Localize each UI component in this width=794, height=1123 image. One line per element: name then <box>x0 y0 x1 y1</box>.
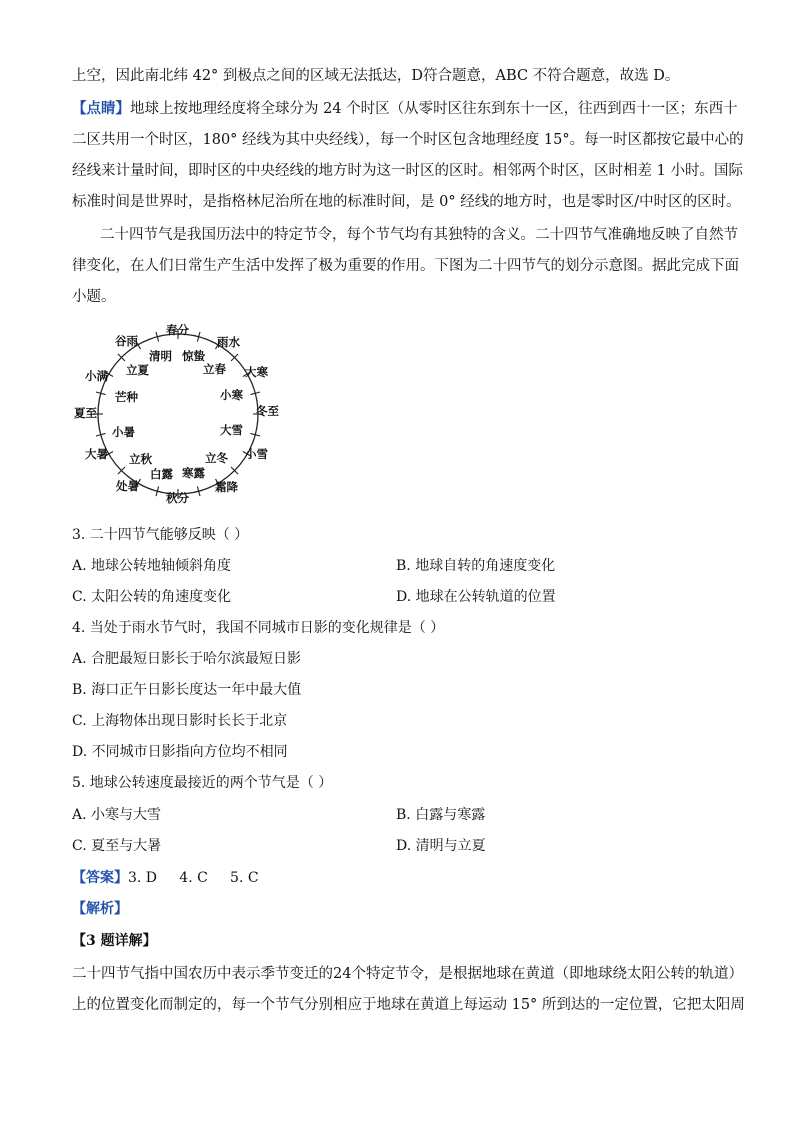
detail-line: 二十四节气指中国农历中表示季节变迁的24个特定节令，是根据地球在黄道（即地球绕太阳公转的轨道） <box>72 966 743 982</box>
question-3-option-b[interactable]: B. 地球自转的角速度变化 <box>396 558 556 574</box>
term-label-outer: 大寒 <box>245 365 268 379</box>
term-label-inner: 小暑 <box>112 425 135 439</box>
question-3-option-d[interactable]: D. 地球在公转轨道的位置 <box>396 589 556 605</box>
question-4-option-d[interactable]: D. 不同城市日影指向方位均不相同 <box>72 744 288 760</box>
term-label-outer: 谷雨 <box>115 334 138 348</box>
term-label-inner: 大雪 <box>220 423 243 437</box>
solar-terms-diagram <box>70 315 300 515</box>
term-label-outer: 秋分 <box>166 491 189 505</box>
term-label-inner: 芒种 <box>115 390 138 404</box>
dianjing-text: 地球上按地理经度将全球分为 24 个时区（从零时区往东到东十一区，往西到西十一区；东西十 <box>130 101 738 117</box>
question-4-option-a[interactable]: A. 合肥最短日影长于哈尔滨最短日影 <box>72 651 302 667</box>
dianjing-line <box>72 99 738 119</box>
term-label-inner: 立冬 <box>205 451 228 465</box>
term-label-outer: 大暑 <box>85 447 108 461</box>
question-3-stem: 3. 二十四节气能够反映（ ） <box>72 527 249 543</box>
detail-label: 【3 题详解】 <box>72 933 157 949</box>
question-5-option-a[interactable]: A. 小寒与大雪 <box>72 807 162 823</box>
question-3-option-a[interactable]: A. 地球公转地轴倾斜角度 <box>72 558 232 574</box>
term-label-inner: 立夏 <box>126 363 149 377</box>
term-label-inner: 立春 <box>203 362 226 376</box>
term-label-outer: 春分 <box>166 323 189 337</box>
intro-line: 小题。 <box>72 289 116 305</box>
question-4-option-c[interactable]: C. 上海物体出现日影时长长于北京 <box>72 713 288 729</box>
question-5-stem: 5. 地球公转速度最接近的两个节气是（ ） <box>72 775 333 791</box>
detail-line: 上的位置变化而制定的，每一个节气分别相应于地球在黄道上每运动 15° 所到达的一定位置，它把太阳周 <box>72 997 745 1013</box>
answer-text: 3. D 4. C 5. C <box>128 870 259 886</box>
dianjing-line: 标准时间是世界时，是指格林尼治所在地的标准时间，是 0° 经线的地方时，也是零时区/中时区的区时。 <box>72 194 741 210</box>
term-label-inner: 寒露 <box>182 466 205 480</box>
term-label-outer: 夏至 <box>74 406 97 420</box>
question-5-option-d[interactable]: D. 清明与立夏 <box>396 838 486 854</box>
term-label-inner: 白露 <box>150 467 173 481</box>
term-label-outer: 霜降 <box>215 480 238 494</box>
dianjing-label: 【点睛】 <box>72 100 130 117</box>
term-label-outer: 冬至 <box>256 404 279 418</box>
question-4-stem: 4. 当处于雨水节气时，我国不同城市日影的变化规律是（ ） <box>72 620 445 636</box>
question-4-option-b[interactable]: B. 海口正午日影长度达一年中最大值 <box>72 682 302 698</box>
question-3-option-c[interactable]: C. 太阳公转的角速度变化 <box>72 589 232 605</box>
intro-line: 律变化，在人们日常生产生活中发挥了极为重要的作用。下图为二十四节气的划分示意图。据此完成下面 <box>72 258 739 274</box>
term-label-inner: 清明 <box>149 349 172 363</box>
question-5-option-c[interactable]: C. 夏至与大暑 <box>72 838 162 854</box>
answer-label: 【答案】 <box>72 870 128 886</box>
term-label-outer: 小满 <box>85 369 108 383</box>
term-label-inner: 小寒 <box>220 388 243 402</box>
term-label-outer: 处暑 <box>116 479 139 493</box>
term-label-outer: 小雪 <box>245 447 268 461</box>
paragraph-line: 上空，因此南北纬 42° 到极点之间的区域无法抵达，D符合题意，ABC 不符合题意，故选 D。 <box>72 68 680 84</box>
term-label-inner: 惊蛰 <box>182 349 205 363</box>
answer-line <box>72 868 259 888</box>
intro-line: 二十四节气是我国历法中的特定节令，每个节气均有其独特的含义。二十四节气准确地反映了自然节 <box>100 227 738 243</box>
dianjing-line: 经线来计量时间，即时区的中央经线的地方时为这一时区的区时。相邻两个时区，区时相差 1 小时。国际 <box>72 163 743 179</box>
circle-ticks <box>93 329 263 499</box>
term-label-inner: 立秋 <box>129 452 152 466</box>
question-5-option-b[interactable]: B. 白露与寒露 <box>396 807 486 823</box>
analysis-label: 【解析】 <box>72 901 128 917</box>
dianjing-line: 二区共用一个时区，180° 经线为其中央经线），每一个时区包含地理经度 15°。每一时区都按它最中心的 <box>72 132 744 148</box>
term-label-outer: 雨水 <box>217 335 240 349</box>
